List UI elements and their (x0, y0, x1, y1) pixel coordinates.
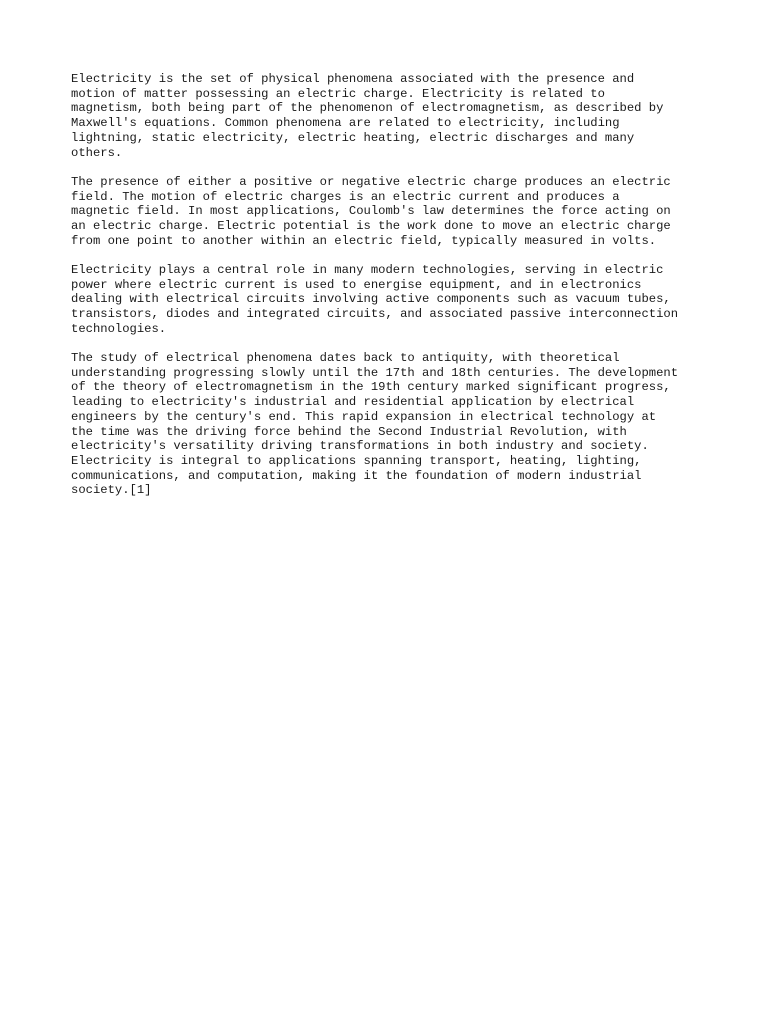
paragraph-4: The study of electrical phenomena dates back to antiquity, with theoretical understanding progressing slowly until the 17th and 18th centuries. The development of the theory of electromagnetism in the 19th century marked significant progress, leading to electricity's industrial and residential application by electrical engineers by the century's end. This rapid expansion in electrical technology at the time was the driving force behind the Second Industrial Revolution, with electricity's versatility driving transformations in both industry and society. Electricity is integral to applications spanning transport, heating, lighting, communications, and computation, making it the foundation of modern industrial society.[1] (71, 351, 679, 498)
document-body (71, 72, 711, 513)
paragraph-3: Electricity plays a central role in many modern technologies, serving in electric power where electric current is used to energise equipment, and in electronics dealing with electrical circuits involving active components such as vacuum tubes, transistors, diodes and integrated circuits, and associated passive interconnection technologies. (71, 262, 679, 336)
paragraph-1: Electricity is the set of physical phenomena associated with the presence and motion of matter possessing an electric charge. Electricity is related to magnetism, both being part of the phenomenon of electromagnetism, as described by Maxwell's equations. Common phenomena are related to electricity, including lightning, static electricity, electric heating, electric discharges and many others. (71, 72, 664, 160)
paragraph-2: The presence of either a positive or negative electric charge produces an electric field. The motion of electric charges is an electric current and produces a magnetic field. In most applications, Coulomb's law determines the force acting on an electric charge. Electric potential is the work done to move an electric charge from one point to another within an electric field, typically measured in volts. (71, 174, 671, 248)
